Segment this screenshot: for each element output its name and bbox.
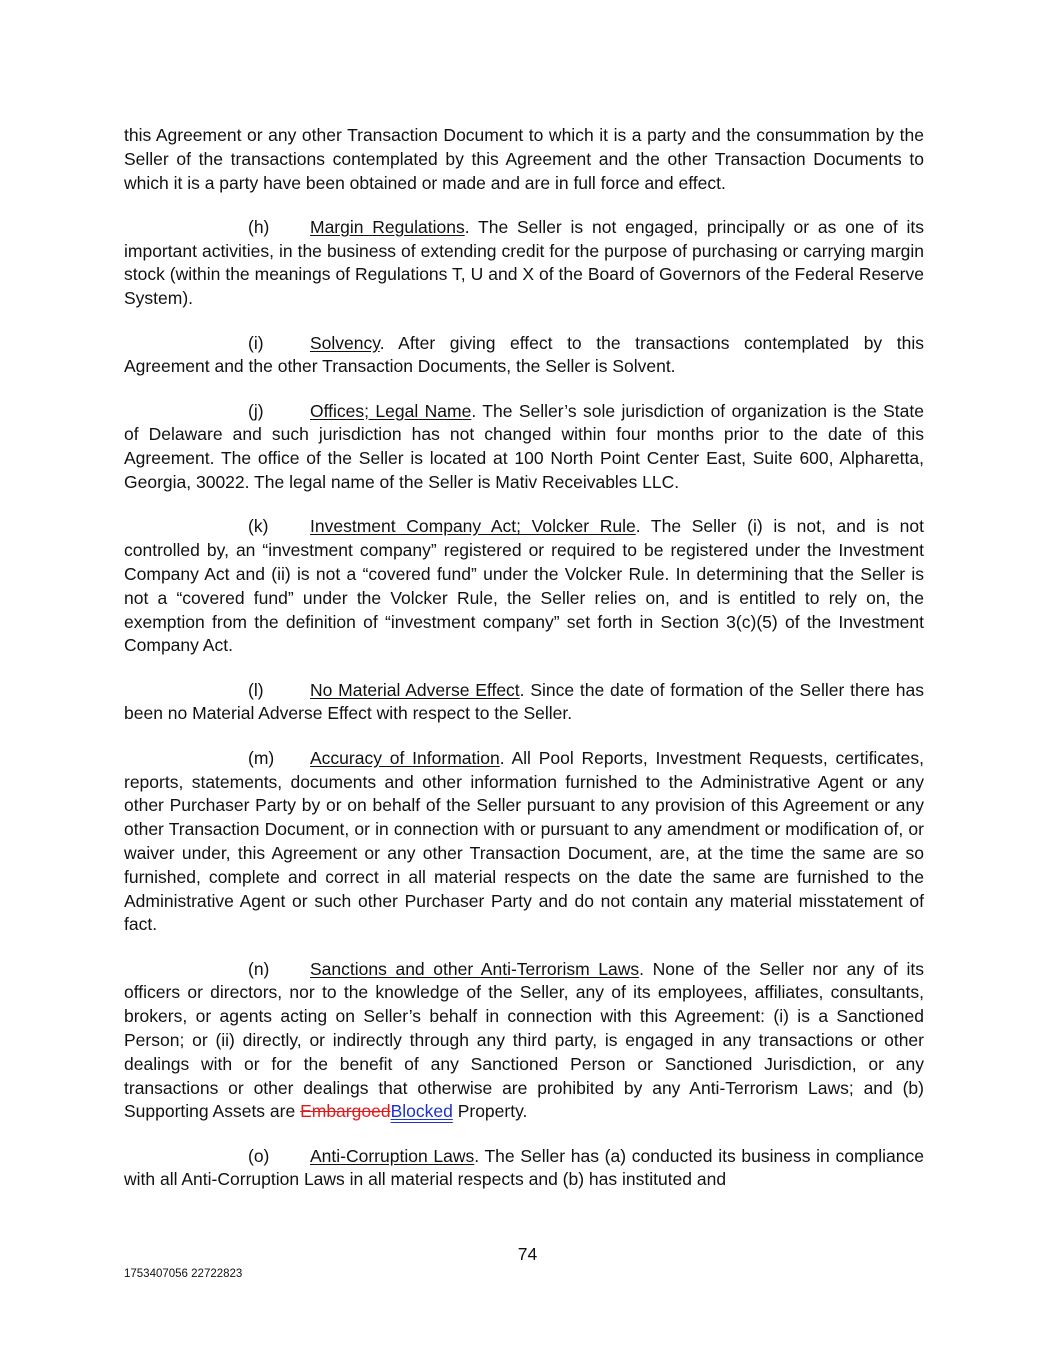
section-text: . The Seller’s sole jurisdiction of organization is the State of Delaware and such jurisdiction has not changed within four months prior to the date of this Agreement. The office of the Seller is located at 100 North Point Center East, Suite 600, Alpharetta, Georgia, 30022. The legal name of the Seller is Mativ Receivables LLC. — [124, 400, 924, 493]
section-n — [124, 958, 924, 1125]
document-body — [124, 124, 924, 1213]
section-number: (k) — [248, 516, 269, 537]
section-j — [124, 400, 924, 495]
section-heading: No Material Adverse Effect — [310, 679, 520, 700]
section-number: (n) — [248, 958, 270, 979]
section-number: (i) — [248, 332, 264, 353]
section-text-after: Property. — [452, 1101, 528, 1122]
section-heading: Offices; Legal Name — [310, 400, 472, 421]
document-id: 1753407056 22722823 — [124, 1268, 243, 1280]
page-number: 74 — [517, 1244, 538, 1264]
section-text: . The Seller is not engaged, principally or as one of its important activities, in the business of extending credit for the purpose of purchasing or carrying margin stock (within the meanings of Regulations T, U and X of the Board of Governors of the Federal Reserve System). — [124, 216, 925, 309]
section-heading: Margin Regulations — [310, 216, 465, 237]
section-text: . After giving effect to the transactions contemplated by this Agreement and the other Transaction Documents, the Seller is Solvent. — [124, 332, 924, 377]
tracked-deletion: Embargoed — [300, 1101, 391, 1122]
section-text: . The Seller has (a) conducted its business in compliance with all Anti-Corruption Laws in all material respects and (b) has instituted and — [124, 1145, 924, 1190]
section-heading: Sanctions and other Anti-Terrorism Laws — [310, 958, 640, 979]
section-h — [124, 216, 924, 311]
section-heading: Anti-Corruption Laws — [310, 1145, 475, 1166]
section-number: (h) — [248, 216, 270, 237]
tracked-insertion: Blocked — [390, 1101, 453, 1122]
section-text: . None of the Seller nor any of its officers or directors, nor to the knowledge of the Seller, any of its employees, affiliates, consultants, brokers, or agents acting on Seller’s behalf in connection with this Agreement: (i) is a Sanctioned Person; or (ii) directly, or indirectly through any third party, is engaged in any transactions or other dealings with or for the benefit of any Sanctioned Person or Sanctioned Jurisdiction, or any transactions or other dealings that otherwise are prohibited by any Anti-Terrorism Laws; and (b) Supporting Assets are — [124, 958, 924, 1122]
section-text: . All Pool Reports, Investment Requests, certificates, reports, statements, documents and other information furnished to the Administrative Agent or any other Purchaser Party by or on behalf of the Seller pursuant to any provision of this Agreement or any other Transaction Document, or in connection with or pursuant to any amendment or modification of, or waiver under, this Agreement or any other Transaction Document, are, at the time the same are so furnished, complete and correct in all material respects on the date the same are furnished to the Administrative Agent or such other Purchaser Party and do not contain any material misstatement of fact. — [124, 747, 924, 935]
section-m — [124, 747, 924, 937]
section-number: (o) — [248, 1145, 270, 1166]
section-o — [124, 1145, 924, 1193]
section-text: . Since the date of formation of the Seller there has been no Material Adverse Effect with respect to the Seller. — [124, 679, 924, 724]
section-heading: Solvency — [310, 332, 380, 353]
intro-paragraph: this Agreement or any other Transaction Document to which it is a party and the consummation by the Seller of the transactions contemplated by this Agreement and the other Transaction Documents to which it is a party have been obtained or made and are in full force and effect. — [124, 125, 924, 193]
section-number: (j) — [248, 400, 264, 421]
section-heading: Accuracy of Information — [310, 747, 500, 768]
section-l — [124, 679, 924, 727]
section-heading: Investment Company Act; Volcker Rule — [310, 516, 636, 537]
section-i — [124, 332, 924, 380]
section-number: (l) — [248, 679, 264, 700]
section-k — [124, 515, 924, 658]
section-text: . The Seller (i) is not, and is not controlled by, an “investment company” registered or required to be registered under the Investment Company Act and (ii) is not a “covered fund” under the Volcker Rule. In determining that the Seller is not a “covered fund” under the Volcker Rule, the Seller relies on, and is entitled to rely on, the exemption from the definition of “investment company” set forth in Section 3(c)(5) of the Investment Company Act. — [124, 516, 925, 656]
section-number: (m) — [248, 747, 275, 768]
